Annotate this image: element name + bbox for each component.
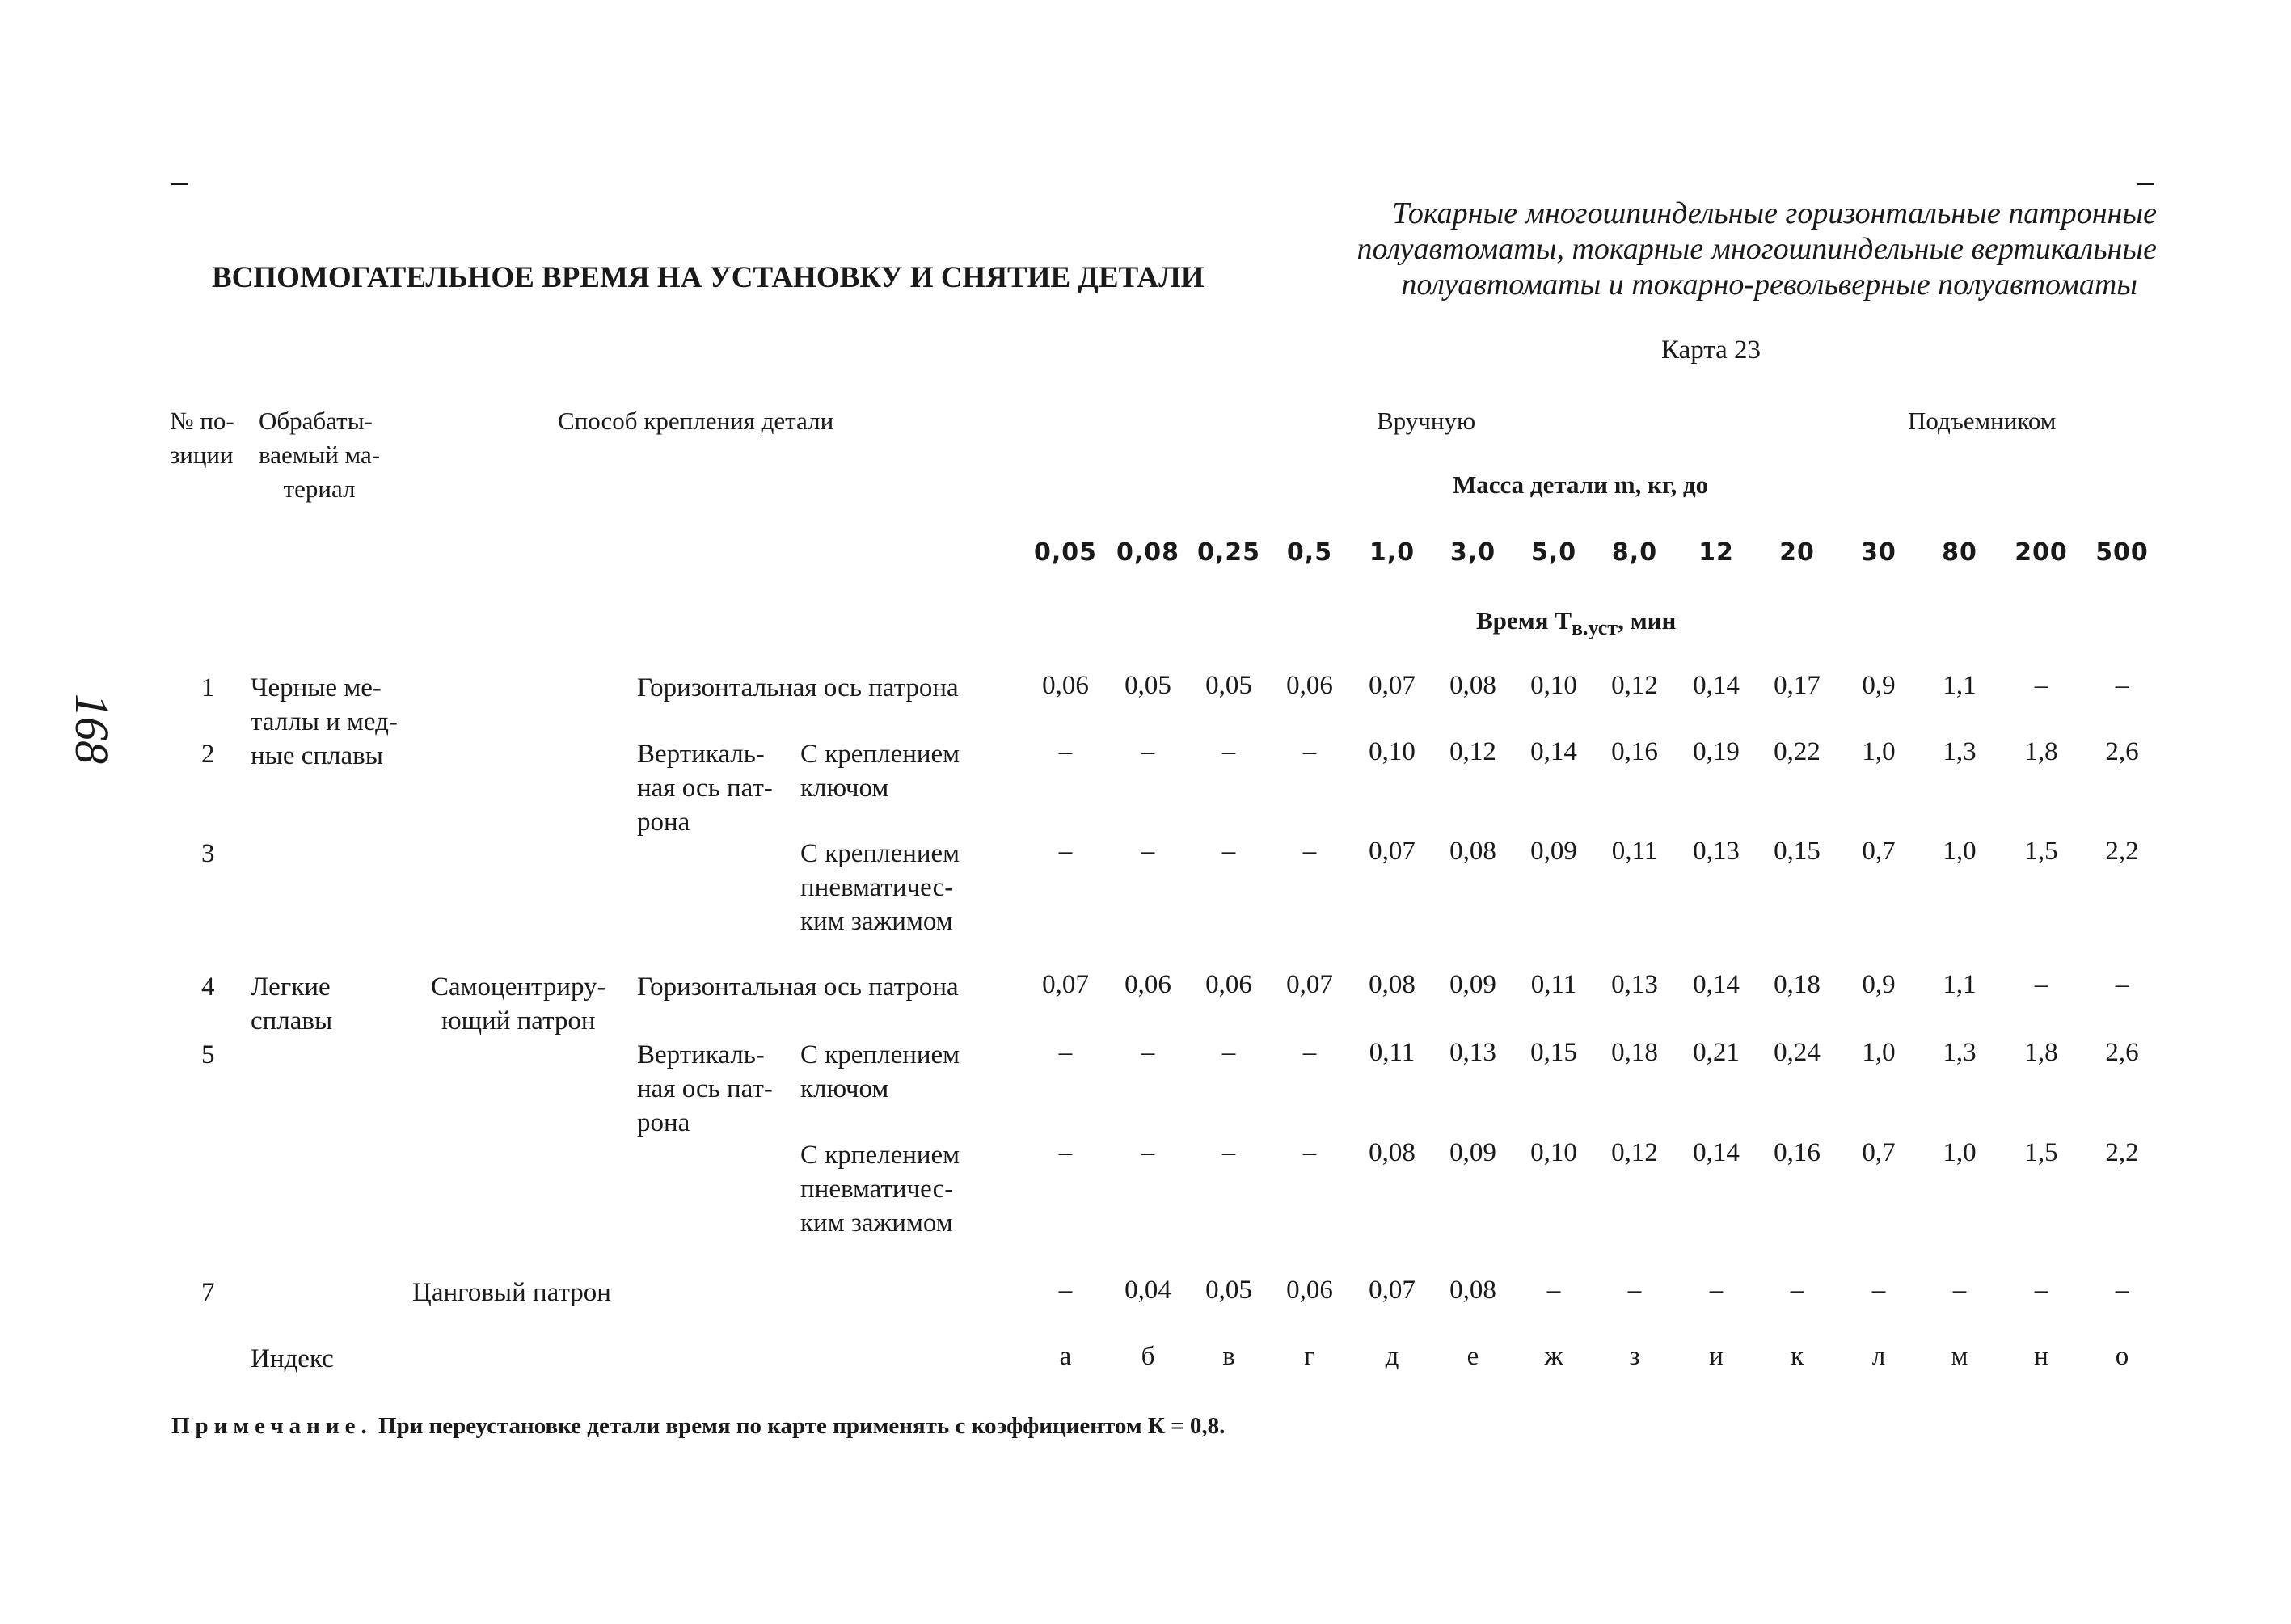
mass-value: 500 bbox=[2095, 538, 2149, 567]
time-value: – bbox=[1058, 1138, 1073, 1167]
time-value: 2,6 bbox=[2105, 737, 2139, 766]
time-value: 1,5 bbox=[2024, 837, 2058, 866]
key-fastening-1: С креплением ключом bbox=[800, 740, 960, 803]
time-value: 0,13 bbox=[1693, 837, 1740, 866]
time-value: 2,2 bbox=[2105, 837, 2139, 866]
time-value: – bbox=[1302, 737, 1317, 766]
mass-value: 30 bbox=[1861, 538, 1897, 567]
time-value: 0,11 bbox=[1530, 970, 1577, 999]
mass-value: 80 bbox=[1942, 538, 1977, 567]
index-label: Индекс bbox=[251, 1344, 334, 1373]
time-value: 0,08 bbox=[1369, 970, 1416, 999]
time-value: 0,06 bbox=[1286, 1276, 1333, 1305]
index-letter: н bbox=[2034, 1342, 2048, 1371]
time-value: 0,14 bbox=[1530, 737, 1577, 766]
index-letter: в bbox=[1222, 1342, 1235, 1371]
time-value: – bbox=[2034, 671, 2048, 700]
pneumatic-fastening-1: С креплением пневматичес- ким зажимом bbox=[800, 839, 960, 936]
time-value: – bbox=[1141, 737, 1155, 766]
time-value: – bbox=[1546, 1276, 1561, 1305]
mass-value: 0,08 bbox=[1116, 538, 1180, 567]
time-value: – bbox=[1302, 1138, 1317, 1167]
handwritten-page-number: 168 bbox=[65, 694, 118, 764]
time-value: 0,07 bbox=[1042, 970, 1089, 999]
vertical-axis-1: Вертикаль- ная ось пат- рона bbox=[637, 740, 773, 837]
time-value: – bbox=[2115, 671, 2129, 700]
index-letter: б bbox=[1141, 1342, 1155, 1371]
time-value: 1,0 bbox=[1862, 737, 1896, 766]
footnote: Примечание. При переустановке детали время по карте применять с коэффициентом К = 0,8. bbox=[171, 1413, 1226, 1439]
corner-mark-right: – bbox=[2137, 162, 2154, 199]
time-value: – bbox=[1709, 1276, 1724, 1305]
time-value: 1,1 bbox=[1943, 970, 1977, 999]
col-header-position: № по- зиции bbox=[170, 407, 234, 469]
time-value: 0,07 bbox=[1286, 970, 1333, 999]
mass-value: 12 bbox=[1698, 538, 1734, 567]
time-value: 0,9 bbox=[1862, 671, 1896, 700]
mass-value: 3,0 bbox=[1449, 538, 1496, 567]
index-letter: л bbox=[1871, 1342, 1886, 1371]
time-value: 0,15 bbox=[1530, 1038, 1577, 1067]
vertical-axis-2: Вертикаль- ная ось пат- рона bbox=[637, 1040, 773, 1137]
time-value: 0,10 bbox=[1369, 737, 1416, 766]
horizontal-axis-2: Горизонтальная ось патрона bbox=[637, 972, 959, 1002]
self-centering-chuck: Самоцентриру- ющий патрон bbox=[431, 972, 606, 1036]
col-header-fastening: Способ крепления детали bbox=[558, 407, 834, 435]
time-value: 0,13 bbox=[1449, 1038, 1496, 1067]
mass-value: 5,0 bbox=[1530, 538, 1577, 567]
time-value: – bbox=[1871, 1276, 1886, 1305]
time-value: – bbox=[1627, 1276, 1642, 1305]
time-value: 0,22 bbox=[1774, 737, 1821, 766]
time-value: – bbox=[1302, 1038, 1317, 1067]
material-ferrous: Черные ме- таллы и мед- ные сплавы bbox=[251, 673, 398, 770]
time-value: – bbox=[1952, 1276, 1967, 1305]
time-value: 0,07 bbox=[1369, 671, 1416, 700]
time-value: 0,7 bbox=[1862, 837, 1896, 866]
row-pos: 1 bbox=[201, 673, 215, 702]
key-fastening-2: С креплением ключом bbox=[800, 1040, 960, 1103]
time-value: – bbox=[1141, 1138, 1155, 1167]
mass-value: 8,0 bbox=[1611, 538, 1658, 567]
time-value: 0,06 bbox=[1286, 671, 1333, 700]
time-value: 0,14 bbox=[1693, 970, 1740, 999]
time-value: – bbox=[2115, 1276, 2129, 1305]
subtitle-line: полуавтоматы, токарные многошпиндельные вертикальные bbox=[1356, 232, 2157, 266]
time-value: 0,12 bbox=[1449, 737, 1496, 766]
time-header: Время $Т_{в.уст}$, мин bbox=[1476, 606, 1677, 640]
subtitle-line: Токарные многошпиндельные горизонтальные патронные bbox=[1392, 196, 2157, 230]
time-value: 1,5 bbox=[2024, 1138, 2058, 1167]
index-letter: м bbox=[1951, 1342, 1968, 1371]
mass-header: Масса детали m, кг, до bbox=[1453, 470, 1709, 499]
subtitle bbox=[1106, 196, 2157, 302]
time-value: 0,05 bbox=[1124, 671, 1171, 700]
time-value: 2,6 bbox=[2105, 1038, 2139, 1067]
time-value: 0,19 bbox=[1693, 737, 1740, 766]
time-value: – bbox=[1221, 837, 1236, 866]
time-value: 0,10 bbox=[1530, 1138, 1577, 1167]
time-value: 1,0 bbox=[1943, 837, 1977, 866]
time-value: – bbox=[1141, 1038, 1155, 1067]
time-value: 0,05 bbox=[1205, 1276, 1252, 1305]
col-header-hoist: Подъемником bbox=[1908, 407, 2057, 435]
time-value: – bbox=[1058, 837, 1073, 866]
time-value: – bbox=[1302, 837, 1317, 866]
col-header-material: Обрабаты- ваемый ма- териал bbox=[259, 407, 381, 503]
index-letter: е bbox=[1466, 1342, 1479, 1371]
subtitle-line: полуавтоматы и токарно-револьверные полуавтоматы bbox=[1401, 268, 2137, 302]
mass-value: 200 bbox=[2015, 538, 2068, 567]
col-header-manual: Вручную bbox=[1377, 407, 1476, 435]
time-value: – bbox=[1790, 1276, 1804, 1305]
collet-chuck: Цанговый патрон bbox=[412, 1278, 611, 1307]
index-letter: и bbox=[1709, 1342, 1724, 1371]
time-value: 0,21 bbox=[1693, 1038, 1740, 1067]
time-value: 0,08 bbox=[1449, 837, 1496, 866]
time-value: 0,18 bbox=[1611, 1038, 1658, 1067]
time-value: 0,17 bbox=[1774, 671, 1821, 700]
time-value: 0,13 bbox=[1611, 970, 1658, 999]
time-value: 0,06 bbox=[1205, 970, 1252, 999]
index-letter: д bbox=[1385, 1342, 1399, 1371]
index-letter: к bbox=[1790, 1342, 1804, 1371]
time-value: – bbox=[1221, 737, 1236, 766]
time-value: 0,08 bbox=[1449, 1276, 1496, 1305]
card-number: Карта 23 bbox=[1661, 335, 1761, 365]
time-value: – bbox=[1221, 1038, 1236, 1067]
index-letter: з bbox=[1629, 1342, 1640, 1371]
time-value: 0,06 bbox=[1042, 671, 1089, 700]
time-value: – bbox=[1058, 1038, 1073, 1067]
index-letter: г bbox=[1304, 1342, 1315, 1371]
time-value: 0,9 bbox=[1862, 970, 1896, 999]
page-title: ВСПОМОГАТЕЛЬНОЕ ВРЕМЯ НА УСТАНОВКУ И СНЯТИЕ ДЕТАЛИ bbox=[212, 261, 1205, 294]
mass-value: 0,05 bbox=[1033, 538, 1098, 567]
time-value: – bbox=[1058, 737, 1073, 766]
time-value: 0,16 bbox=[1774, 1138, 1821, 1167]
mass-value: 0,5 bbox=[1286, 538, 1333, 567]
time-value: – bbox=[2115, 970, 2129, 999]
time-value: 0,07 bbox=[1369, 837, 1416, 866]
horizontal-axis-1: Горизонтальная ось патрона bbox=[637, 673, 959, 702]
time-value: 1,3 bbox=[1943, 737, 1977, 766]
time-value: – bbox=[2034, 970, 2048, 999]
mass-value: 1,0 bbox=[1369, 538, 1416, 567]
time-value: 0,08 bbox=[1369, 1138, 1416, 1167]
row-pos: 4 bbox=[201, 972, 215, 1002]
time-value: 0,18 bbox=[1774, 970, 1821, 999]
mass-value: 0,25 bbox=[1196, 538, 1261, 567]
time-value: 1,1 bbox=[1943, 671, 1977, 700]
time-value: 0,08 bbox=[1449, 671, 1496, 700]
time-value: 0,11 bbox=[1611, 837, 1658, 866]
index-letter: а bbox=[1059, 1342, 1072, 1371]
mass-value: 20 bbox=[1779, 538, 1815, 567]
time-value: 0,07 bbox=[1369, 1276, 1416, 1305]
time-value: – bbox=[1058, 1276, 1073, 1305]
time-value: 1,0 bbox=[1862, 1038, 1896, 1067]
time-value: 0,11 bbox=[1369, 1038, 1416, 1067]
time-value: – bbox=[1221, 1138, 1236, 1167]
time-value: 2,2 bbox=[2105, 1138, 2139, 1167]
index-letter: ж bbox=[1544, 1342, 1563, 1371]
time-value: 1,3 bbox=[1943, 1038, 1977, 1067]
corner-mark-left: – bbox=[171, 162, 188, 199]
time-value: 0,04 bbox=[1124, 1276, 1171, 1305]
time-value: – bbox=[1141, 837, 1155, 866]
row-pos: 7 bbox=[201, 1278, 215, 1307]
time-value: 0,06 bbox=[1124, 970, 1171, 999]
time-value: 0,09 bbox=[1449, 1138, 1496, 1167]
time-value: 0,10 bbox=[1530, 671, 1577, 700]
time-value: 0,09 bbox=[1449, 970, 1496, 999]
row-pos: 3 bbox=[201, 839, 215, 868]
time-value: 0,12 bbox=[1611, 1138, 1658, 1167]
time-value: 0,05 bbox=[1205, 671, 1252, 700]
time-value: 0,15 bbox=[1774, 837, 1821, 866]
time-value: 1,8 bbox=[2024, 737, 2058, 766]
time-value: 0,24 bbox=[1774, 1038, 1821, 1067]
time-value: 0,14 bbox=[1693, 1138, 1740, 1167]
time-value: 0,09 bbox=[1530, 837, 1577, 866]
time-value: – bbox=[2034, 1276, 2048, 1305]
time-value: 0,7 bbox=[1862, 1138, 1896, 1167]
row-pos: 5 bbox=[201, 1040, 215, 1069]
time-value: 0,16 bbox=[1611, 737, 1658, 766]
material-light: Легкие сплавы bbox=[251, 972, 333, 1036]
time-value: 0,14 bbox=[1693, 671, 1740, 700]
time-value: 1,0 bbox=[1943, 1138, 1977, 1167]
row-pos: 2 bbox=[201, 740, 215, 769]
index-letter: о bbox=[2115, 1342, 2129, 1371]
pneumatic-fastening-2: С крпелением пневматичес- ким зажимом bbox=[800, 1141, 960, 1238]
time-value: 1,8 bbox=[2024, 1038, 2058, 1067]
time-value: 0,12 bbox=[1611, 671, 1658, 700]
